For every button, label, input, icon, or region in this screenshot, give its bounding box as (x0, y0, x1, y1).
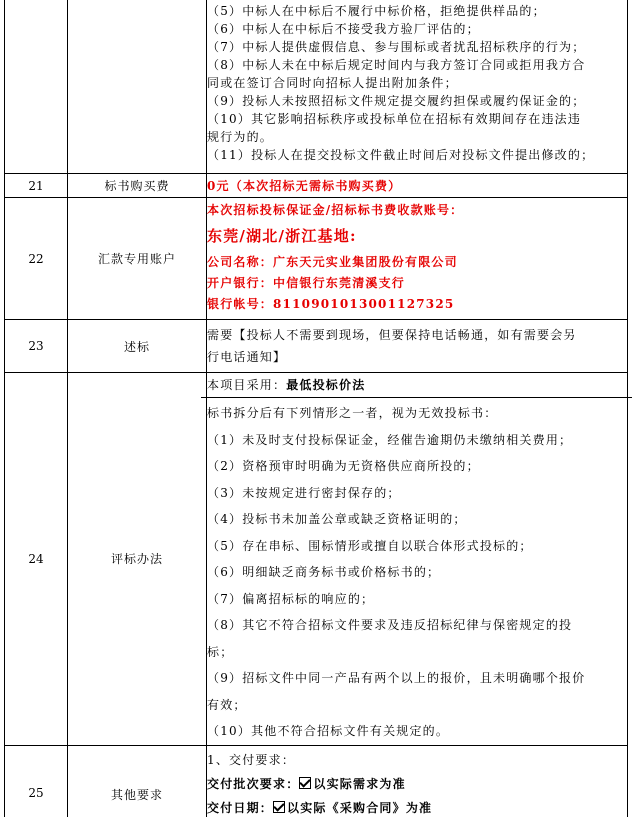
row-number (5, 0, 68, 174)
clause-line: （5）存在串标、围标情形或擅自以联合体形式投标的； (207, 538, 533, 553)
clause-line: （8）中标人未在中标后规定时间内与我方签订合同或拒用我方合 (207, 58, 586, 72)
invalid-bid-list (201, 397, 632, 745)
method-value: 最低投标价法 (286, 378, 366, 392)
fee-text: 0元（本次招标无需标书购买费） (207, 178, 402, 193)
evaluation-method (207, 375, 627, 395)
clause-line: （9）招标文件中同一产品有两个以上的报价，且未明确哪个报价 (207, 671, 586, 685)
row-content (207, 198, 628, 320)
base-location: 东莞/湖北/浙江基地: (207, 227, 357, 245)
table-row-25 (5, 745, 628, 817)
clause-line: （7）偏离招标标的响应的； (207, 591, 375, 606)
checked-box-icon (299, 777, 311, 789)
clause-line: （10）其它影响招标秩序或投标单位在招标有效期间存在违法违 (207, 112, 582, 126)
row-content (207, 745, 628, 817)
clause-line: （8）其它不符合招标文件要求及违反招标纪律与保密规定的投 (207, 618, 573, 632)
row-number: 25 (5, 745, 68, 817)
table-row-22 (5, 198, 628, 320)
clause-line: 标； (207, 644, 234, 659)
clause-line: （1）未及时支付投标保证金，经催告逾期仍未缴纳相关费用； (207, 432, 573, 447)
row-content (207, 0, 628, 174)
bank-name: 开户银行：中信银行东莞清溪支行 (207, 276, 406, 290)
account-title: 本次招标投标保证金/招标标书费收款账号： (207, 203, 464, 217)
row-content (207, 320, 628, 373)
row-name: 汇款专用账户 (68, 198, 207, 320)
clause-line: （4）投标书未加盖公章或缺乏资格证明的； (207, 512, 467, 526)
clause-line: 同或在签订合同时向招标人提出附加条件； (207, 76, 458, 90)
row-name (68, 0, 207, 174)
checked-box-icon (273, 801, 285, 813)
clause-line: （7）中标人提供虚假信息、参与围标或者扰乱招标秩序的行为； (207, 40, 586, 54)
method-prefix: 本项目采用： (207, 378, 287, 392)
clause-line: （5）中标人在中标后不履行中标价格，拒绝提供样品的； (207, 4, 546, 18)
delivery-heading: 1、交付要求： (207, 752, 296, 767)
delivery-batch (207, 772, 627, 796)
clause-line: （6）明细缺乏商务标书或价格标书的； (207, 565, 441, 579)
tender-table (4, 0, 628, 817)
delivery-date (207, 796, 627, 817)
row-name: 评标办法 (68, 373, 207, 746)
row-number: 23 (5, 320, 68, 373)
account-number: 银行帐号：8110901013001127325 (207, 297, 455, 311)
clause-line: （10）其他不符合招标文件有关规定的。 (207, 724, 450, 738)
clause-line: （11）投标人在提交投标文件截止时间后对投标文件提出修改的； (207, 148, 595, 162)
row-number: 21 (5, 174, 68, 198)
delivery-batch-value: 以实际需求为准 (313, 776, 406, 791)
clause-line: 规行为的。 (207, 130, 274, 144)
delivery-date-label: 交付日期： (207, 800, 274, 815)
table-row-21 (5, 174, 628, 198)
row-name: 标书购买费 (68, 174, 207, 198)
delivery-batch-label: 交付批次要求： (207, 776, 300, 791)
clause-line: 有效； (207, 697, 247, 712)
delivery-date-value: 以实际《采购合同》为准 (287, 800, 433, 815)
row-name: 述标 (68, 320, 207, 373)
table-row-24 (5, 373, 628, 746)
row-number: 22 (5, 198, 68, 320)
presentation-line: 行电话通知】 (207, 350, 287, 364)
clause-line: （3）未按规定进行密封保存的； (207, 485, 401, 500)
clause-line: （9）投标人未按照招标文件规定提交履约担保或履约保证金的； (207, 94, 586, 108)
presentation-line: 需要【投标人不需要到现场，但要保持电话畅通，如有需要会另 (207, 328, 577, 342)
row-number: 24 (5, 373, 68, 746)
table-row-continuation (5, 0, 628, 174)
table-row-23 (5, 320, 628, 373)
clause-line: 标书拆分后有下列情形之一者，视为无效投标书： (207, 406, 498, 420)
row-name: 其他要求 (68, 745, 207, 817)
company-name: 公司名称：广东天元实业集团股份有限公司 (207, 255, 458, 269)
clause-line: （2）资格预审时明确为无资格供应商所投的； (207, 459, 480, 473)
row-content (207, 373, 628, 746)
clause-line: （6）中标人在中标后不接受我方验厂评估的； (207, 22, 480, 36)
row-content (207, 174, 628, 198)
